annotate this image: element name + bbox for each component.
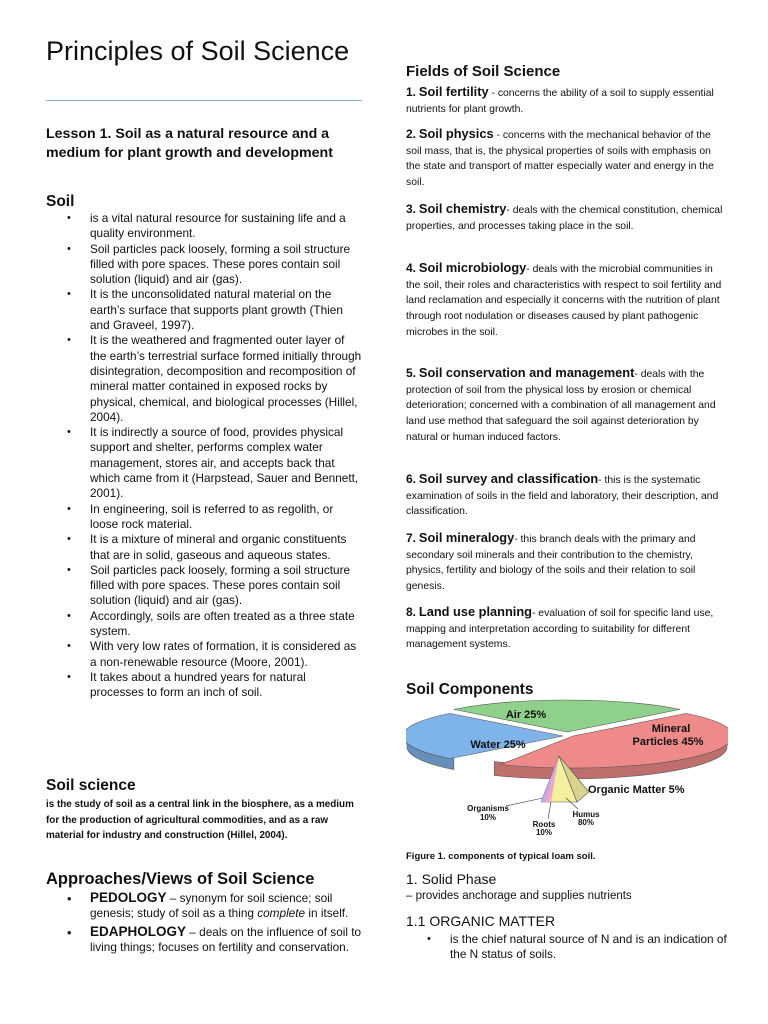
soil-science-definition: is the study of soil as a central link in the biosphere, as a medium for the production of agricultural commodities, and as a raw material for industry and construction (Hillel, 2004). [46, 799, 354, 841]
pedology-item [46, 890, 362, 922]
list-item: • It is a mixture of mineral and organic constituents that are in solid, gaseous and aqueous states. [46, 532, 362, 563]
approaches-heading: Approaches/Views of Soil Science [46, 870, 315, 888]
label-humus-pct: 80% [577, 818, 595, 827]
list-item: • With very low rates of formation, it is considered as a non-renewable resource (Moore, 2001). [46, 639, 362, 670]
list-item: • Soil particles pack loosely, forming a soil structure filled with pore spaces. These pores contain soil solution (liquid) and air (gas). [46, 563, 362, 609]
pedology-text-end: in itself. [305, 906, 349, 921]
field-item [406, 126, 728, 191]
field-number: 2. [406, 127, 417, 141]
edaphology-item [46, 924, 362, 956]
solid-phase-heading: 1. Solid Phase [406, 871, 497, 887]
leader-roots [548, 802, 551, 819]
label-organisms-pct: 10% [479, 813, 497, 822]
field-item [406, 471, 728, 520]
field-number: 5. [406, 366, 417, 380]
edaphology-term: EDAPHOLOGY [90, 923, 187, 939]
field-desc: - deals with the chemical constitution, chemical properties, and processes taking place in the soil. [406, 205, 723, 232]
list-item: • Accordingly, soils are often treated as a three state system. [46, 609, 362, 640]
field-item [406, 201, 728, 234]
field-desc: - concerns the ability of a soil to supply essential nutrients for plant growth. [406, 88, 714, 115]
field-name: Soil conservation and management [418, 365, 635, 380]
soil-bullet-list [46, 211, 362, 701]
pedology-text: – synonym for soil science; soil genesis; study of soil as a thing [90, 891, 333, 921]
list-item: • It is the weathered and fragmented outer layer of the earth’s terrestrial surface formed initially through disintegration, decomposition and recomposition of mineral matter contained in exposed rocks by physical, chemical, and biological processes (Hillel, 2004). [46, 333, 362, 425]
field-name: Land use planning [418, 604, 532, 619]
label-organisms: Organisms [467, 804, 509, 813]
field-number: 6. [406, 472, 417, 486]
label-mineral-2: Particles 45% [632, 736, 704, 748]
field-desc: - this is the systematic examination of soils in the field and laboratory, their description, and classification. [406, 475, 719, 518]
field-name: Soil physics [418, 126, 494, 141]
figure-caption: Figure 1. components of typical loam soil. [406, 851, 596, 862]
label-roots: Roots [532, 820, 556, 829]
approaches-list [46, 890, 362, 957]
fields-heading: Fields of Soil Science [406, 63, 561, 80]
field-number: 8. [406, 605, 417, 619]
list-item: • Soil particles pack loosely, forming a soil structure filled with pore spaces. These pores contain soil solution (liquid) and air (gas). [46, 242, 362, 288]
field-number: 4. [406, 261, 417, 275]
field-number: 1. [406, 85, 417, 99]
field-name: Soil chemistry [418, 201, 507, 216]
label-air: Air 25% [505, 709, 547, 721]
label-mineral: Mineral [651, 723, 691, 735]
page-title: Principles of Soil Science [46, 36, 350, 66]
lesson-heading: Lesson 1. Soil as a natural resource and a medium for plant growth and development [46, 126, 333, 161]
soil-components-pie-chart [406, 698, 728, 843]
label-humus: Humus [572, 810, 600, 819]
list-item: • is a vital natural resource for sustaining life and a quality environment. [46, 211, 362, 242]
pedology-emphasis: complete [257, 906, 306, 921]
field-number: 3. [406, 202, 417, 216]
field-item [406, 84, 728, 117]
field-number: 7. [406, 531, 417, 545]
field-item [406, 365, 728, 446]
field-item [406, 260, 728, 341]
edaphology-text: – deals on the influence of soil to living things; focuses on fertility and conservation. [90, 924, 362, 954]
list-item: • is the chief natural source of N and is an indication of the N status of soils. [406, 932, 728, 963]
field-name: Soil fertility [418, 84, 489, 99]
solid-phase-desc: – provides anchorage and supplies nutrients [406, 890, 632, 902]
organic-matter-list [406, 932, 728, 963]
field-item [406, 530, 728, 595]
title-divider [46, 100, 362, 101]
soil-science-heading: Soil science [46, 777, 136, 794]
field-desc: - this branch deals with the primary and secondary soil minerals and their contribution to the chemistry, physics, fertility and biology of the soils and their relation to soil genesis. [406, 534, 696, 593]
organic-matter-heading: 1.1 ORGANIC MATTER [406, 913, 556, 929]
label-water: Water 25% [470, 739, 526, 751]
components-heading: Soil Components [406, 681, 534, 698]
list-item: • It takes about a hundred years for natural processes to form an inch of soil. [46, 670, 362, 701]
field-desc: - evaluation of soil for specific land use, mapping and interpretation according to suitability for different management systems. [406, 608, 714, 651]
field-name: Soil survey and classification [418, 471, 599, 486]
label-organic-matter: Organic Matter 5% [588, 784, 685, 796]
field-name: Soil microbiology [418, 260, 527, 275]
list-item: • It is indirectly a source of food, provides physical support and shelter, performs complex water management, stores air, and accepts back that which came from it (Harpstead, Sauer and Bennett, 2001). [46, 425, 362, 501]
field-desc: - deals with the microbial communities in the soil, their roles and characteristics with respect to soil fertility and land reclamation and especially it concerns with the nutrition of plant through root nodulation or diseases caused by plant pathogenic microbes in the soil. [406, 264, 722, 338]
leader-organisms [506, 798, 543, 806]
list-item: • In engineering, soil is referred to as regolith, or loose rock material. [46, 502, 362, 533]
field-desc: - concerns with the mechanical behavior of the soil mass, that is, the physical properties of soils with emphasis on the state and transport of matter especially water and energy in the soil. [406, 130, 714, 189]
list-item: • It is the unconsolidated natural material on the earth’s surface that supports plant growth (Thien and Graveel, 1997). [46, 287, 362, 333]
field-desc: - deals with the protection of soil from the physical loss by erosion or chemical deterioration; concerned with a combination of all management and land use method that safeguard the soil against deterioration by natural or human induced factors. [406, 369, 716, 443]
field-item [406, 604, 728, 653]
soil-heading: Soil [46, 193, 75, 210]
label-roots-pct: 10% [535, 828, 553, 837]
field-name: Soil mineralogy [418, 530, 515, 545]
pedology-term: PEDOLOGY [90, 890, 167, 905]
